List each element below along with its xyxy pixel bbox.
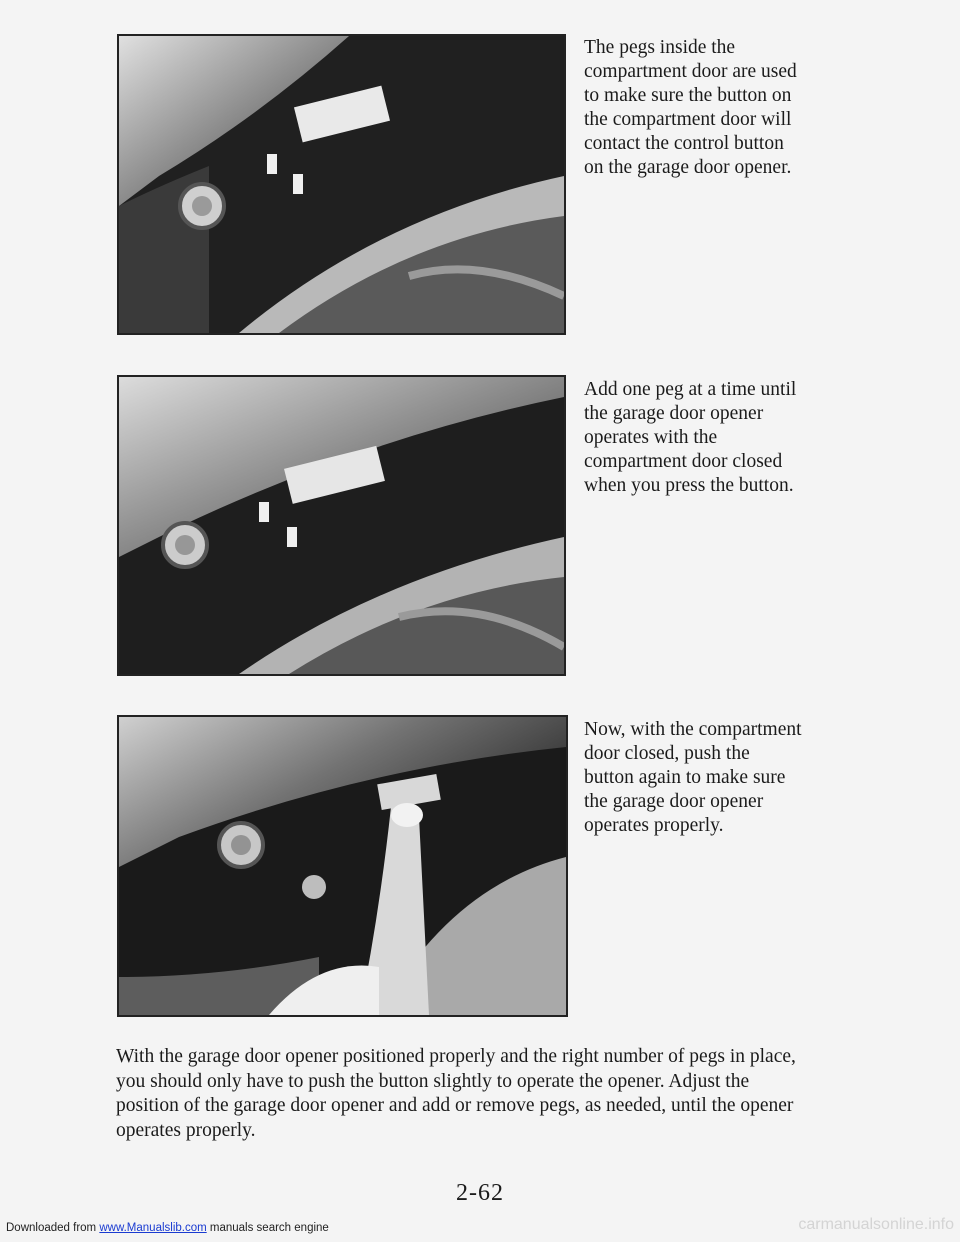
download-prefix: Downloaded from [6, 1222, 100, 1234]
watermark: carmanualsonline.info [798, 1216, 954, 1233]
caption-step-1 [584, 36, 804, 180]
download-suffix: manuals search engine [206, 1222, 329, 1234]
caption-step-2-text: Add one peg at a time until the garage door opener operates with the compartment door closed when you press the button. [584, 379, 797, 496]
photo-push-button [117, 715, 568, 1017]
photo-add-peg-illustration [119, 377, 564, 674]
body-paragraph: With the garage door opener positioned properly and the right number of pegs in place, you should only have to push the button slightly to operate the opener. Adjust the position of the garage door opener and add or remove pegs, as needed, until the opener operates properly. [116, 1046, 796, 1141]
caption-step-1-text: The pegs inside the compartment door are used to make sure the button on the compartment door will contact the control button on the garage door opener. [584, 37, 797, 178]
manualslib-link[interactable]: www.Manualslib.com [99, 1222, 207, 1234]
photo-pegs-inside-door-illustration [119, 36, 564, 333]
page-number: 2-62 [456, 1180, 504, 1206]
caption-step-3-text: Now, with the compartment door closed, push the button again to make sure the garage door opener operates properly. [584, 719, 802, 836]
caption-step-2 [584, 378, 804, 498]
download-notice [6, 1222, 329, 1234]
photo-push-button-illustration [119, 717, 566, 1015]
photo-pegs-inside-door [117, 34, 566, 335]
caption-step-3 [584, 718, 804, 838]
photo-add-peg [117, 375, 566, 676]
